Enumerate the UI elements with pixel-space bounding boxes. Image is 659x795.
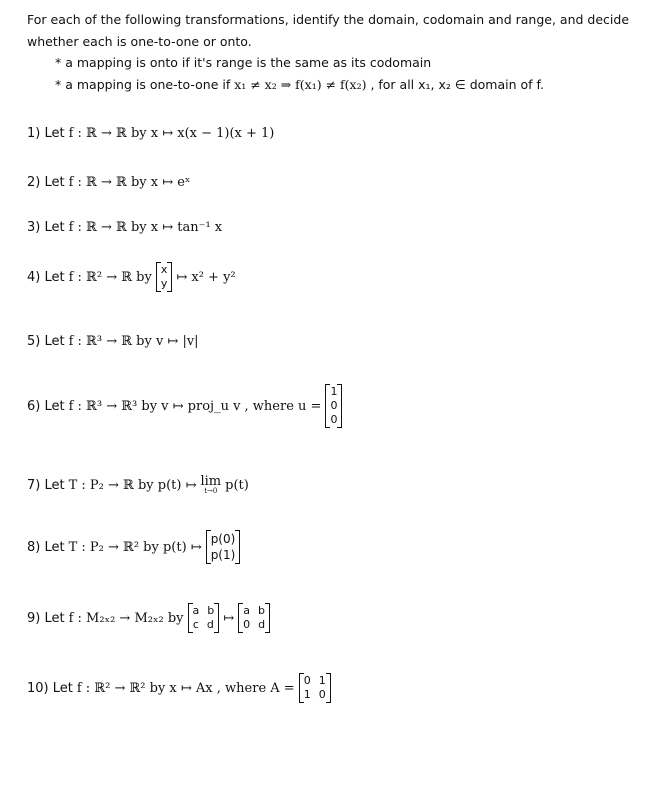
problem-6 [27,384,342,428]
entry: y [160,277,168,290]
entry: 0 [330,413,338,426]
problem-label: 7) Let [27,478,65,493]
matrix [238,603,270,633]
entry: 1 [318,674,326,687]
entry: 1 [330,385,338,398]
entry: d [258,618,266,631]
entry: 0 [243,618,251,631]
problem-8 [27,530,240,564]
problem-label: 5) Let [27,334,65,349]
column-vector [325,384,342,428]
problem-9 [27,603,270,633]
problem-math: f : ℝ³ → ℝ by v ↦ |v| [68,334,199,349]
lim-sub: t→0 [204,487,218,495]
entry: 0 [303,674,311,687]
problem-rhs: p(t) [225,478,249,493]
problem-2 [27,175,190,190]
entry: a [243,604,251,617]
entry: 0 [330,399,338,412]
entry: p(1) [210,548,236,562]
problem-math: f : ℝ³ → ℝ³ by v ↦ proj_u v , where u = [68,398,322,414]
problem-label: 3) Let [27,220,65,235]
problem-rhs: ↦ x² + y² [176,269,236,285]
problem-10 [27,673,331,703]
problem-math: T : P₂ → ℝ by p(t) ↦ [68,478,197,493]
problem-math: f : M₂ₓ₂ → M₂ₓ₂ by [68,610,184,626]
entry: 0 [318,688,326,701]
intro-line-1: For each of the following transformations, identify the domain, codomain and range, and decide [27,12,630,27]
def-math: x₁ ≠ x₂ ⇒ f(x₁) ≠ f(x₂) [234,77,367,92]
one-to-one-definition [55,77,544,92]
problem-math: f : ℝ → ℝ by x ↦ eˣ [68,175,191,190]
def-text-end: , for all x₁, x₂ ∈ domain of f. [366,77,545,92]
problem-label: 9) Let [27,610,65,626]
problem-math: f : ℝ → ℝ by x ↦ tan⁻¹ x [68,220,223,235]
problem-math: f : ℝ² → ℝ² by x ↦ Ax , where A = [76,680,295,696]
maps-to: ↦ [223,610,235,626]
problem-math: f : ℝ² → ℝ by [68,269,152,285]
problem-label: 2) Let [27,175,65,190]
problem-4 [27,262,236,292]
problem-math: T : P₂ → ℝ² by p(t) ↦ [68,539,202,555]
problem-5 [27,334,199,349]
entry: c [192,618,199,631]
entry: d [206,618,214,631]
problem-label: 10) Let [27,680,73,696]
problem-1 [27,126,274,141]
entry: b [207,604,215,617]
column-vector [206,530,241,564]
def-text: * a mapping is one-to-one if [55,77,235,92]
problem-label: 6) Let [27,398,65,414]
intro-line-2: whether each is one-to-one or onto. [27,34,252,49]
entry: a [192,604,200,617]
entry: b [258,604,265,617]
lim-text: lim [200,474,222,489]
problem-7 [27,476,249,495]
problem-3 [27,220,222,235]
entry: 1 [303,688,311,701]
problem-label: 4) Let [27,269,65,285]
matrix [299,673,331,703]
column-vector [156,262,173,292]
onto-definition: * a mapping is onto if it's range is the same as its codomain [55,55,432,70]
problem-math: f : ℝ → ℝ by x ↦ x(x − 1)(x + 1) [68,126,275,141]
limit [200,476,221,495]
entry: x [160,263,168,276]
entry: p(0) [210,532,236,546]
problem-label: 8) Let [27,539,65,555]
problem-label: 1) Let [27,126,65,141]
matrix [188,603,220,633]
